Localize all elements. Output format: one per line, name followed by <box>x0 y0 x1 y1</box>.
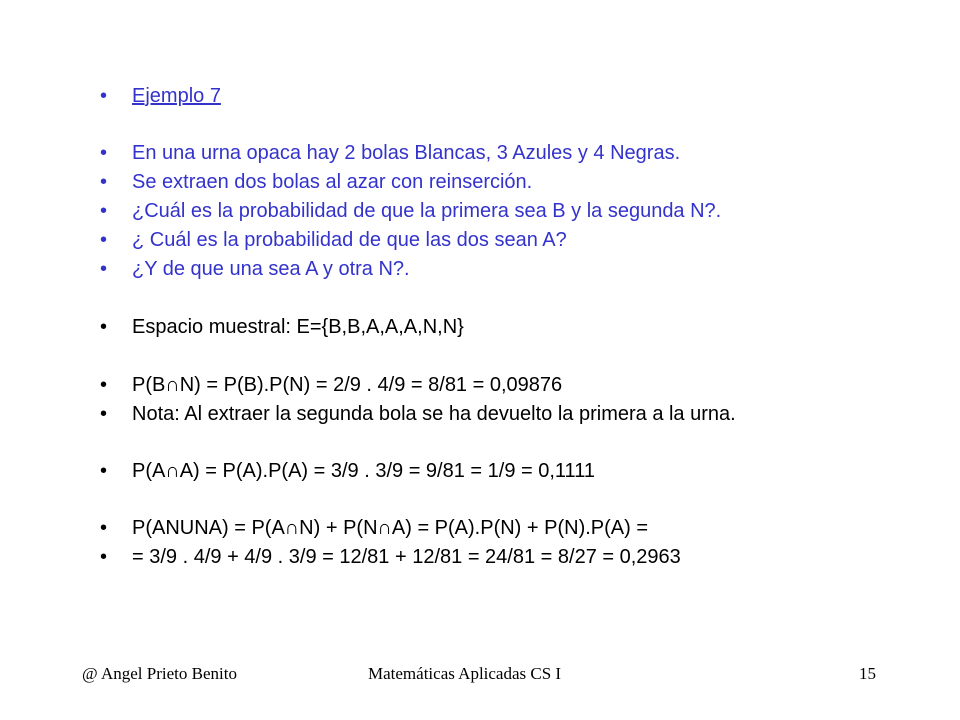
problem-line <box>100 257 410 281</box>
slide-title: Ejemplo 7 <box>132 85 221 107</box>
bullet-icon: • <box>100 517 108 539</box>
solution-line <box>100 545 681 569</box>
footer-author: @ Angel Prieto Benito <box>82 664 237 683</box>
footer-page-number: 15 <box>859 664 876 683</box>
problem-line <box>100 228 567 252</box>
footer-course: Matemáticas Aplicadas CS I <box>368 664 562 683</box>
slide-title-line <box>100 84 221 108</box>
bullet-icon: • <box>100 171 108 193</box>
bullet-icon: • <box>100 229 108 251</box>
bullet-icon: • <box>100 258 108 280</box>
problem-text: Se extraen dos bolas al azar con reinserción. <box>132 171 533 193</box>
solution-line <box>100 459 595 483</box>
bullet-icon: • <box>100 200 108 222</box>
sample-space-text: Espacio muestral: E={B,B,A,A,A,N,N} <box>132 316 464 338</box>
bullet-icon: • <box>100 546 108 568</box>
note-text: Nota: Al extraer la segunda bola se ha devuelto la primera a la urna. <box>132 403 736 425</box>
solution-text: P(B∩N) = P(B).P(N) = 2/9 . 4/9 = 8/81 = 0,09876 <box>132 374 563 396</box>
bullet-icon: • <box>100 142 108 164</box>
solution-line <box>100 373 562 397</box>
note-line <box>100 402 736 426</box>
bullet-icon: • <box>100 374 108 396</box>
bullet-icon: • <box>100 403 108 425</box>
bullet-icon: • <box>100 460 108 482</box>
problem-text: ¿Y de que una sea A y otra N?. <box>132 258 410 280</box>
solution-text: P(ANUNA) = P(A∩N) + P(N∩A) = P(A).P(N) + P(N).P(A) = <box>132 517 649 539</box>
problem-text: ¿Cuál es la probabilidad de que la primera sea B y la segunda N?. <box>132 200 722 222</box>
solution-text: P(A∩A) = P(A).P(A) = 3/9 . 3/9 = 9/81 = 1/9 = 0,1111 <box>132 460 595 482</box>
solution-text: = 3/9 . 4/9 + 4/9 . 3/9 = 12/81 + 12/81 = 24/81 = 8/27 = 0,2963 <box>132 546 681 568</box>
problem-text: En una urna opaca hay 2 bolas Blancas, 3 Azules y 4 Negras. <box>132 142 681 164</box>
problem-line <box>100 199 721 223</box>
problem-line <box>100 170 532 194</box>
bullet-icon: • <box>100 85 108 107</box>
problem-line <box>100 141 680 165</box>
sample-space-line <box>100 315 464 339</box>
solution-line <box>100 516 648 540</box>
problem-text: ¿ Cuál es la probabilidad de que las dos sean A? <box>132 229 567 251</box>
bullet-icon: • <box>100 316 108 338</box>
